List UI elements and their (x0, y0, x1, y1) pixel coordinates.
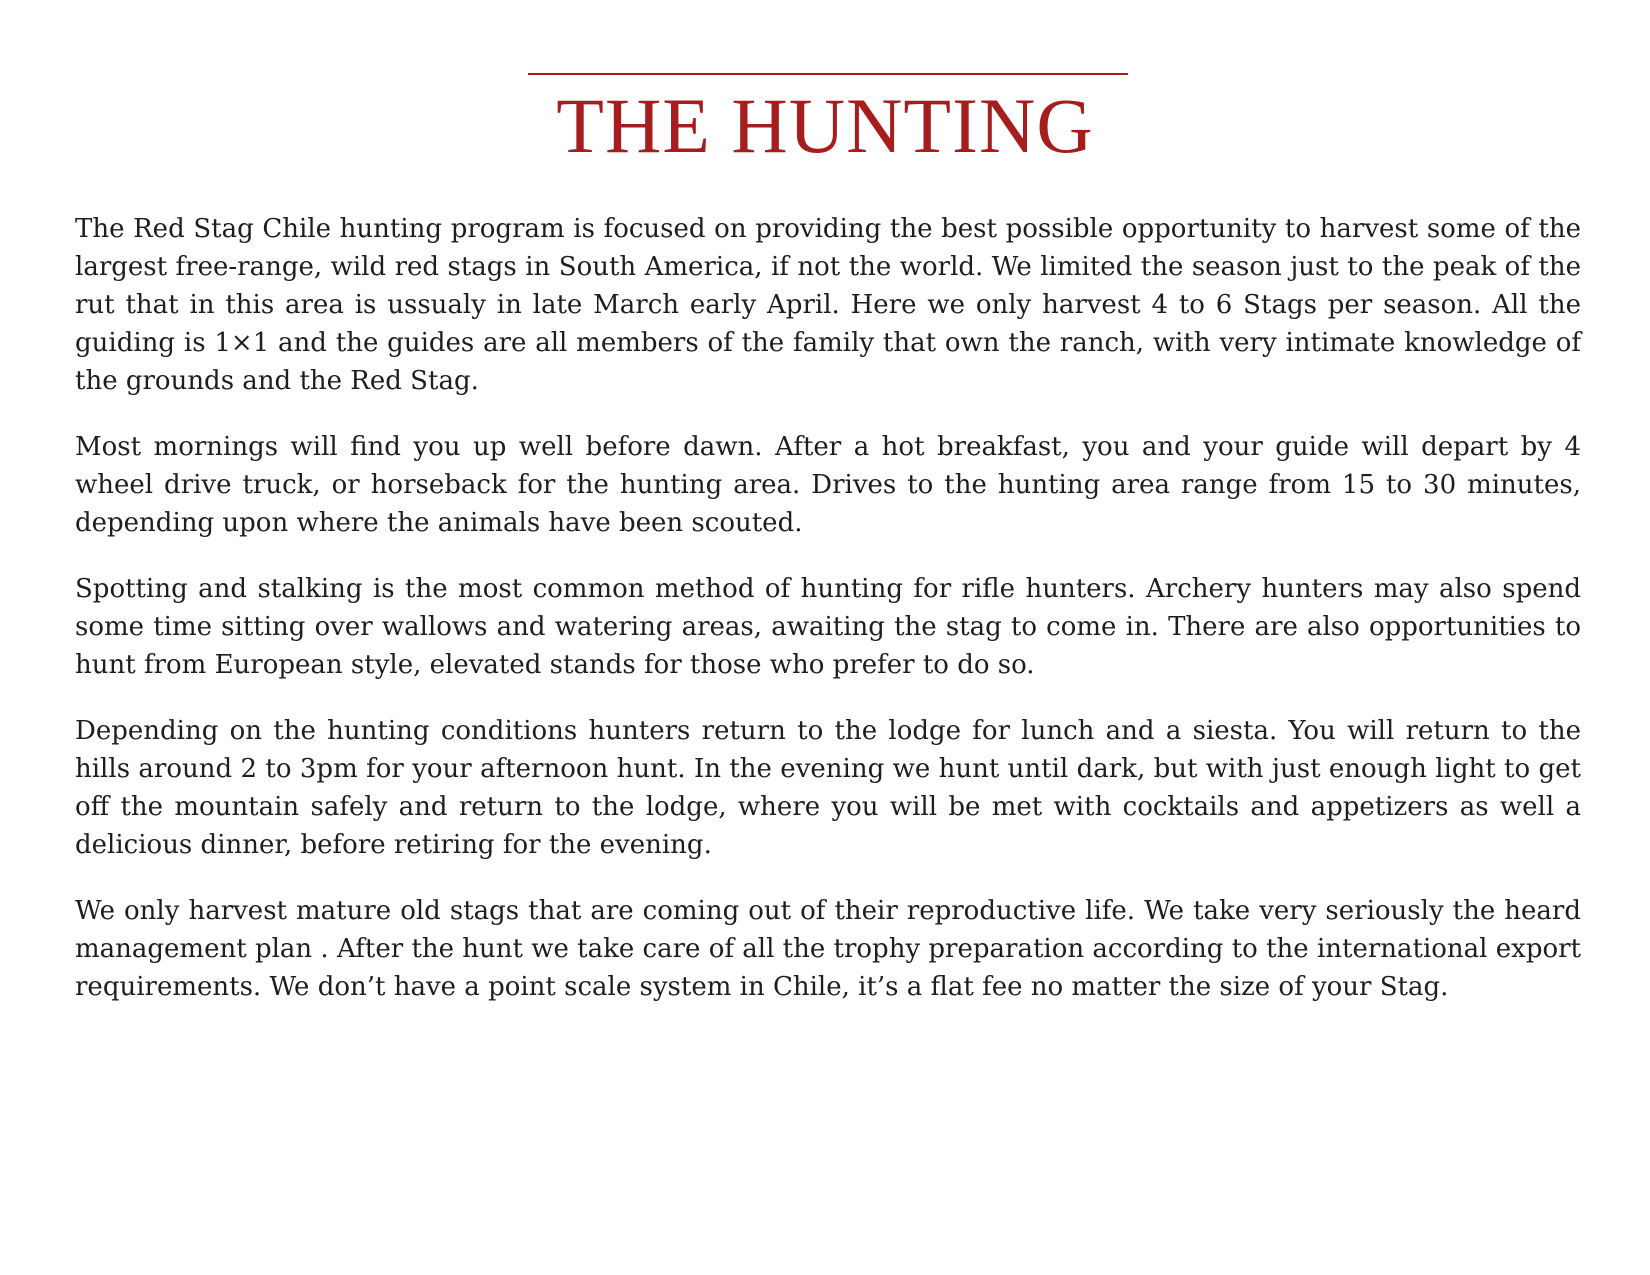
paragraph-daily-schedule: Depending on the hunting conditions hunters return to the lodge for lunch and a siesta. You will return to the hills around 2 to 3pm for your afternoon hunt. In the evening we hunt until dark, but with just enough light to get off the mountain safely and return to the lodge, where you will be met with cocktails and appetizers as well a delicious dinner, before retiring for the evening. (75, 716, 1581, 860)
paragraph-harvest-policy: We only harvest mature old stags that are coming out of their reproductive life. We take very seriously the heard management plan . After the hunt we take care of all the trophy preparation according to the international export requirements. We don’t have a point scale system in Chile, it’s a flat fee no matter the size of your Stag. (75, 896, 1581, 1002)
page-title: THE HUNTING (556, 82, 1094, 169)
paragraph-program: The Red Stag Chile hunting program is focused on providing the best possible opportunity to harvest some of the largest free-range, wild red stags in South America, if not the world. We limited the season just to the peak of the rut that in this area is ussualy in late March early April. Here we only harvest 4 to 6 Stags per season. All the guiding is 1×1 and the guides are all members of the family that own the ranch, with very intimate knowledge of the grounds and the Red Stag. (75, 214, 1581, 396)
title-divider (528, 73, 1128, 75)
paragraph-methods: Spotting and stalking is the most common method of hunting for rifle hunters. Archery hunters may also spend some time sitting over wallows and watering areas, awaiting the stag to come in. There are also opportunities to hunt from European style, elevated stands for those who prefer to do so. (75, 574, 1581, 680)
body-text (75, 210, 1581, 1034)
paragraph-mornings: Most mornings will find you up well before dawn. After a hot breakfast, you and your guide will depart by 4 wheel drive truck, or horseback for the hunting area. Drives to the hunting area range from 15 to 30 minutes, depending upon where the animals have been scouted. (75, 432, 1581, 538)
